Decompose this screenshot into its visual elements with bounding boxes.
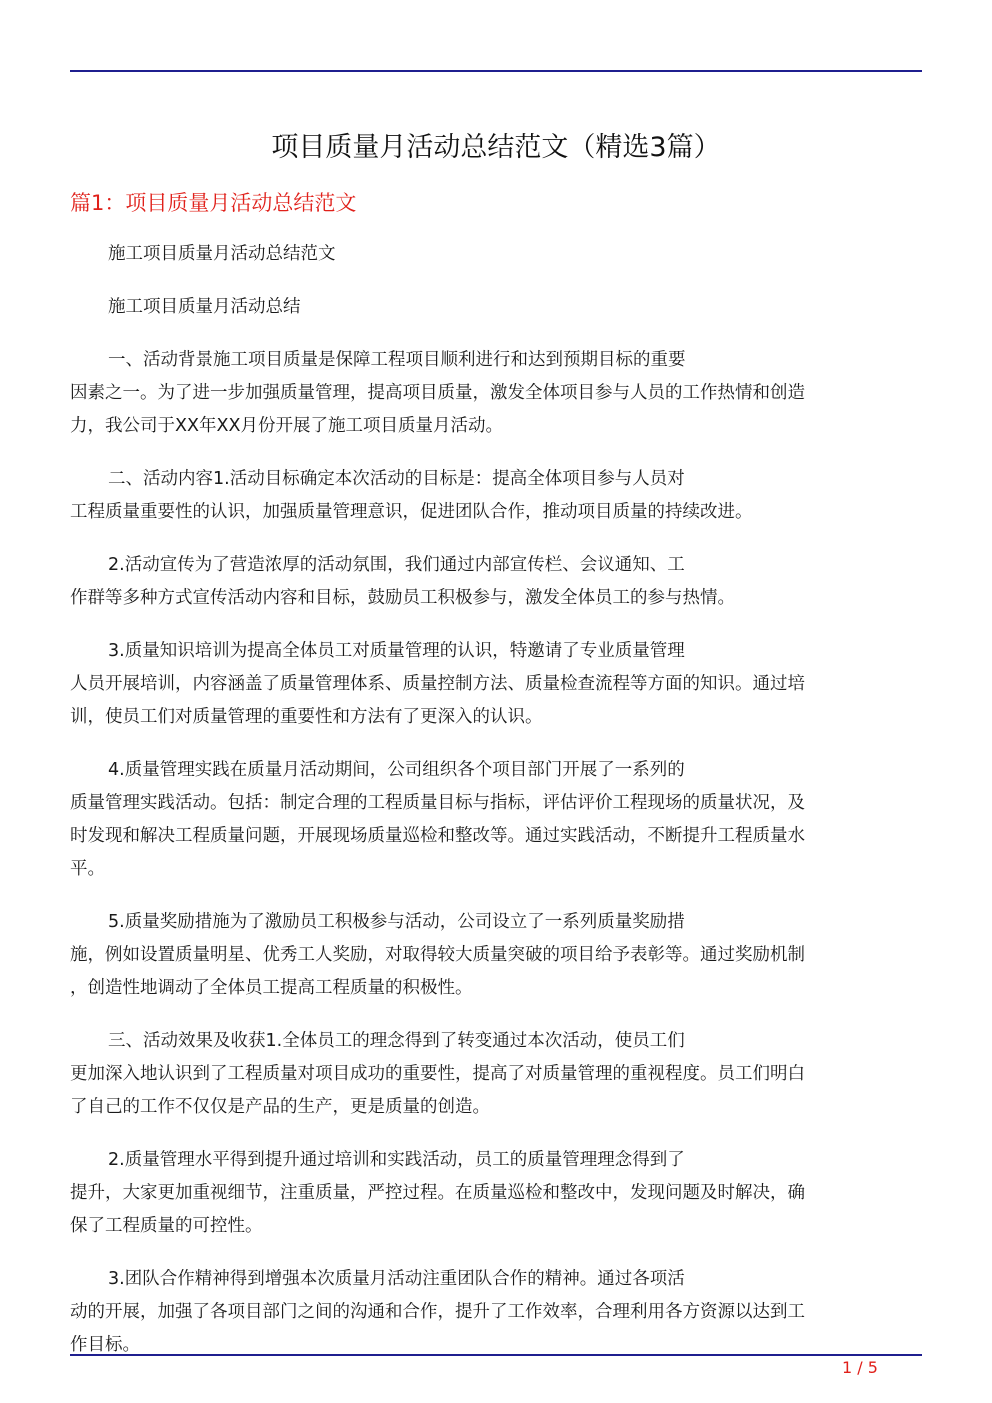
- paragraph-line: 施，例如设置质量明星、优秀工人奖励，对取得较大质量突破的项目给予表彰等。通过奖励机制: [70, 945, 805, 965]
- paragraph-line: 5.质量奖励措施为了激励员工积极参与活动，公司设立了一系列质量奖励措: [108, 912, 685, 932]
- paragraph-line: 力，我公司于XX年XX月份开展了施工项目质量月活动。: [70, 416, 503, 436]
- paragraph-line: 作群等多种方式宣传活动内容和目标，鼓励员工积极参与，激发全体员工的参与热情。: [70, 588, 735, 608]
- paragraph-line: 施工项目质量月活动总结范文: [108, 244, 336, 264]
- footer-rule: [70, 1354, 922, 1356]
- paragraph: [70, 635, 922, 734]
- paragraph-line: 二、活动内容1.活动目标确定本次活动的目标是：提高全体项目参与人员对: [108, 469, 685, 489]
- paragraph-line: 3.质量知识培训为提高全体员工对质量管理的认识，特邀请了专业质量管理: [108, 641, 685, 661]
- section-heading: 篇1：项目质量月活动总结范文: [70, 191, 357, 215]
- paragraph-line: 保了工程质量的可控性。: [70, 1216, 263, 1236]
- paragraph: [70, 754, 922, 886]
- paragraph-line: 2.质量管理水平得到提升通过培训和实践活动，员工的质量管理理念得到了: [108, 1150, 685, 1170]
- paragraph-line: 三、活动效果及收获1.全体员工的理念得到了转变通过本次活动，使员工们: [108, 1031, 685, 1051]
- paragraph-line: 更加深入地认识到了工程质量对项目成功的重要性，提高了对质量管理的重视程度。员工们明白: [70, 1064, 805, 1084]
- header-rule: [70, 70, 922, 72]
- paragraph-line: 3.团队合作精神得到增强本次质量月活动注重团队合作的精神。通过各项活: [108, 1269, 685, 1289]
- paragraph: [70, 1144, 922, 1243]
- paragraph-line: 提升，大家更加重视细节，注重质量，严控过程。在质量巡检和整改中，发现问题及时解决，确: [70, 1183, 805, 1203]
- paragraph-line: 2.活动宣传为了营造浓厚的活动氛围，我们通过内部宣传栏、会议通知、工: [108, 555, 685, 575]
- paragraph: [70, 549, 922, 615]
- paragraph-line: 了自己的工作不仅仅是产品的生产，更是质量的创造。: [70, 1097, 490, 1117]
- paragraph: [70, 1263, 922, 1362]
- paragraph-line: 平。: [70, 859, 105, 879]
- paragraph: [70, 463, 922, 529]
- paragraph: [70, 238, 922, 271]
- page-number: 1 / 5: [842, 1358, 878, 1377]
- paragraph-line: 工程质量重要性的认识，加强质量管理意识，促进团队合作，推动项目质量的持续改进。: [70, 502, 753, 522]
- paragraph: [70, 344, 922, 443]
- paragraph-line: 时发现和解决工程质量问题，开展现场质量巡检和整改等。通过实践活动，不断提升工程质量水: [70, 826, 805, 846]
- paragraph-line: 质量管理实践活动。包括：制定合理的工程质量目标与指标，评估评价工程现场的质量状况，及: [70, 793, 805, 813]
- document-body: [70, 238, 922, 1382]
- paragraph: [70, 291, 922, 324]
- paragraph-line: 因素之一。为了进一步加强质量管理，提高项目质量，激发全体项目参与人员的工作热情和创造: [70, 383, 805, 403]
- document-title: 项目质量月活动总结范文（精选3篇）: [271, 132, 721, 163]
- paragraph-line: 一、活动背景施工项目质量是保障工程项目顺利进行和达到预期目标的重要: [108, 350, 686, 370]
- paragraph-line: 人员开展培训，内容涵盖了质量管理体系、质量控制方法、质量检查流程等方面的知识。通过培: [70, 674, 805, 694]
- paragraph-line: 作目标。: [70, 1335, 140, 1355]
- paragraph-line: 训，使员工们对质量管理的重要性和方法有了更深入的认识。: [70, 707, 543, 727]
- paragraph: [70, 906, 922, 1005]
- paragraph: [70, 1025, 922, 1124]
- paragraph-line: ，创造性地调动了全体员工提高工程质量的积极性。: [70, 978, 473, 998]
- paragraph-line: 施工项目质量月活动总结: [108, 297, 301, 317]
- paragraph-line: 4.质量管理实践在质量月活动期间，公司组织各个项目部门开展了一系列的: [108, 760, 685, 780]
- paragraph-line: 动的开展，加强了各项目部门之间的沟通和合作，提升了工作效率，合理利用各方资源以达到工: [70, 1302, 805, 1322]
